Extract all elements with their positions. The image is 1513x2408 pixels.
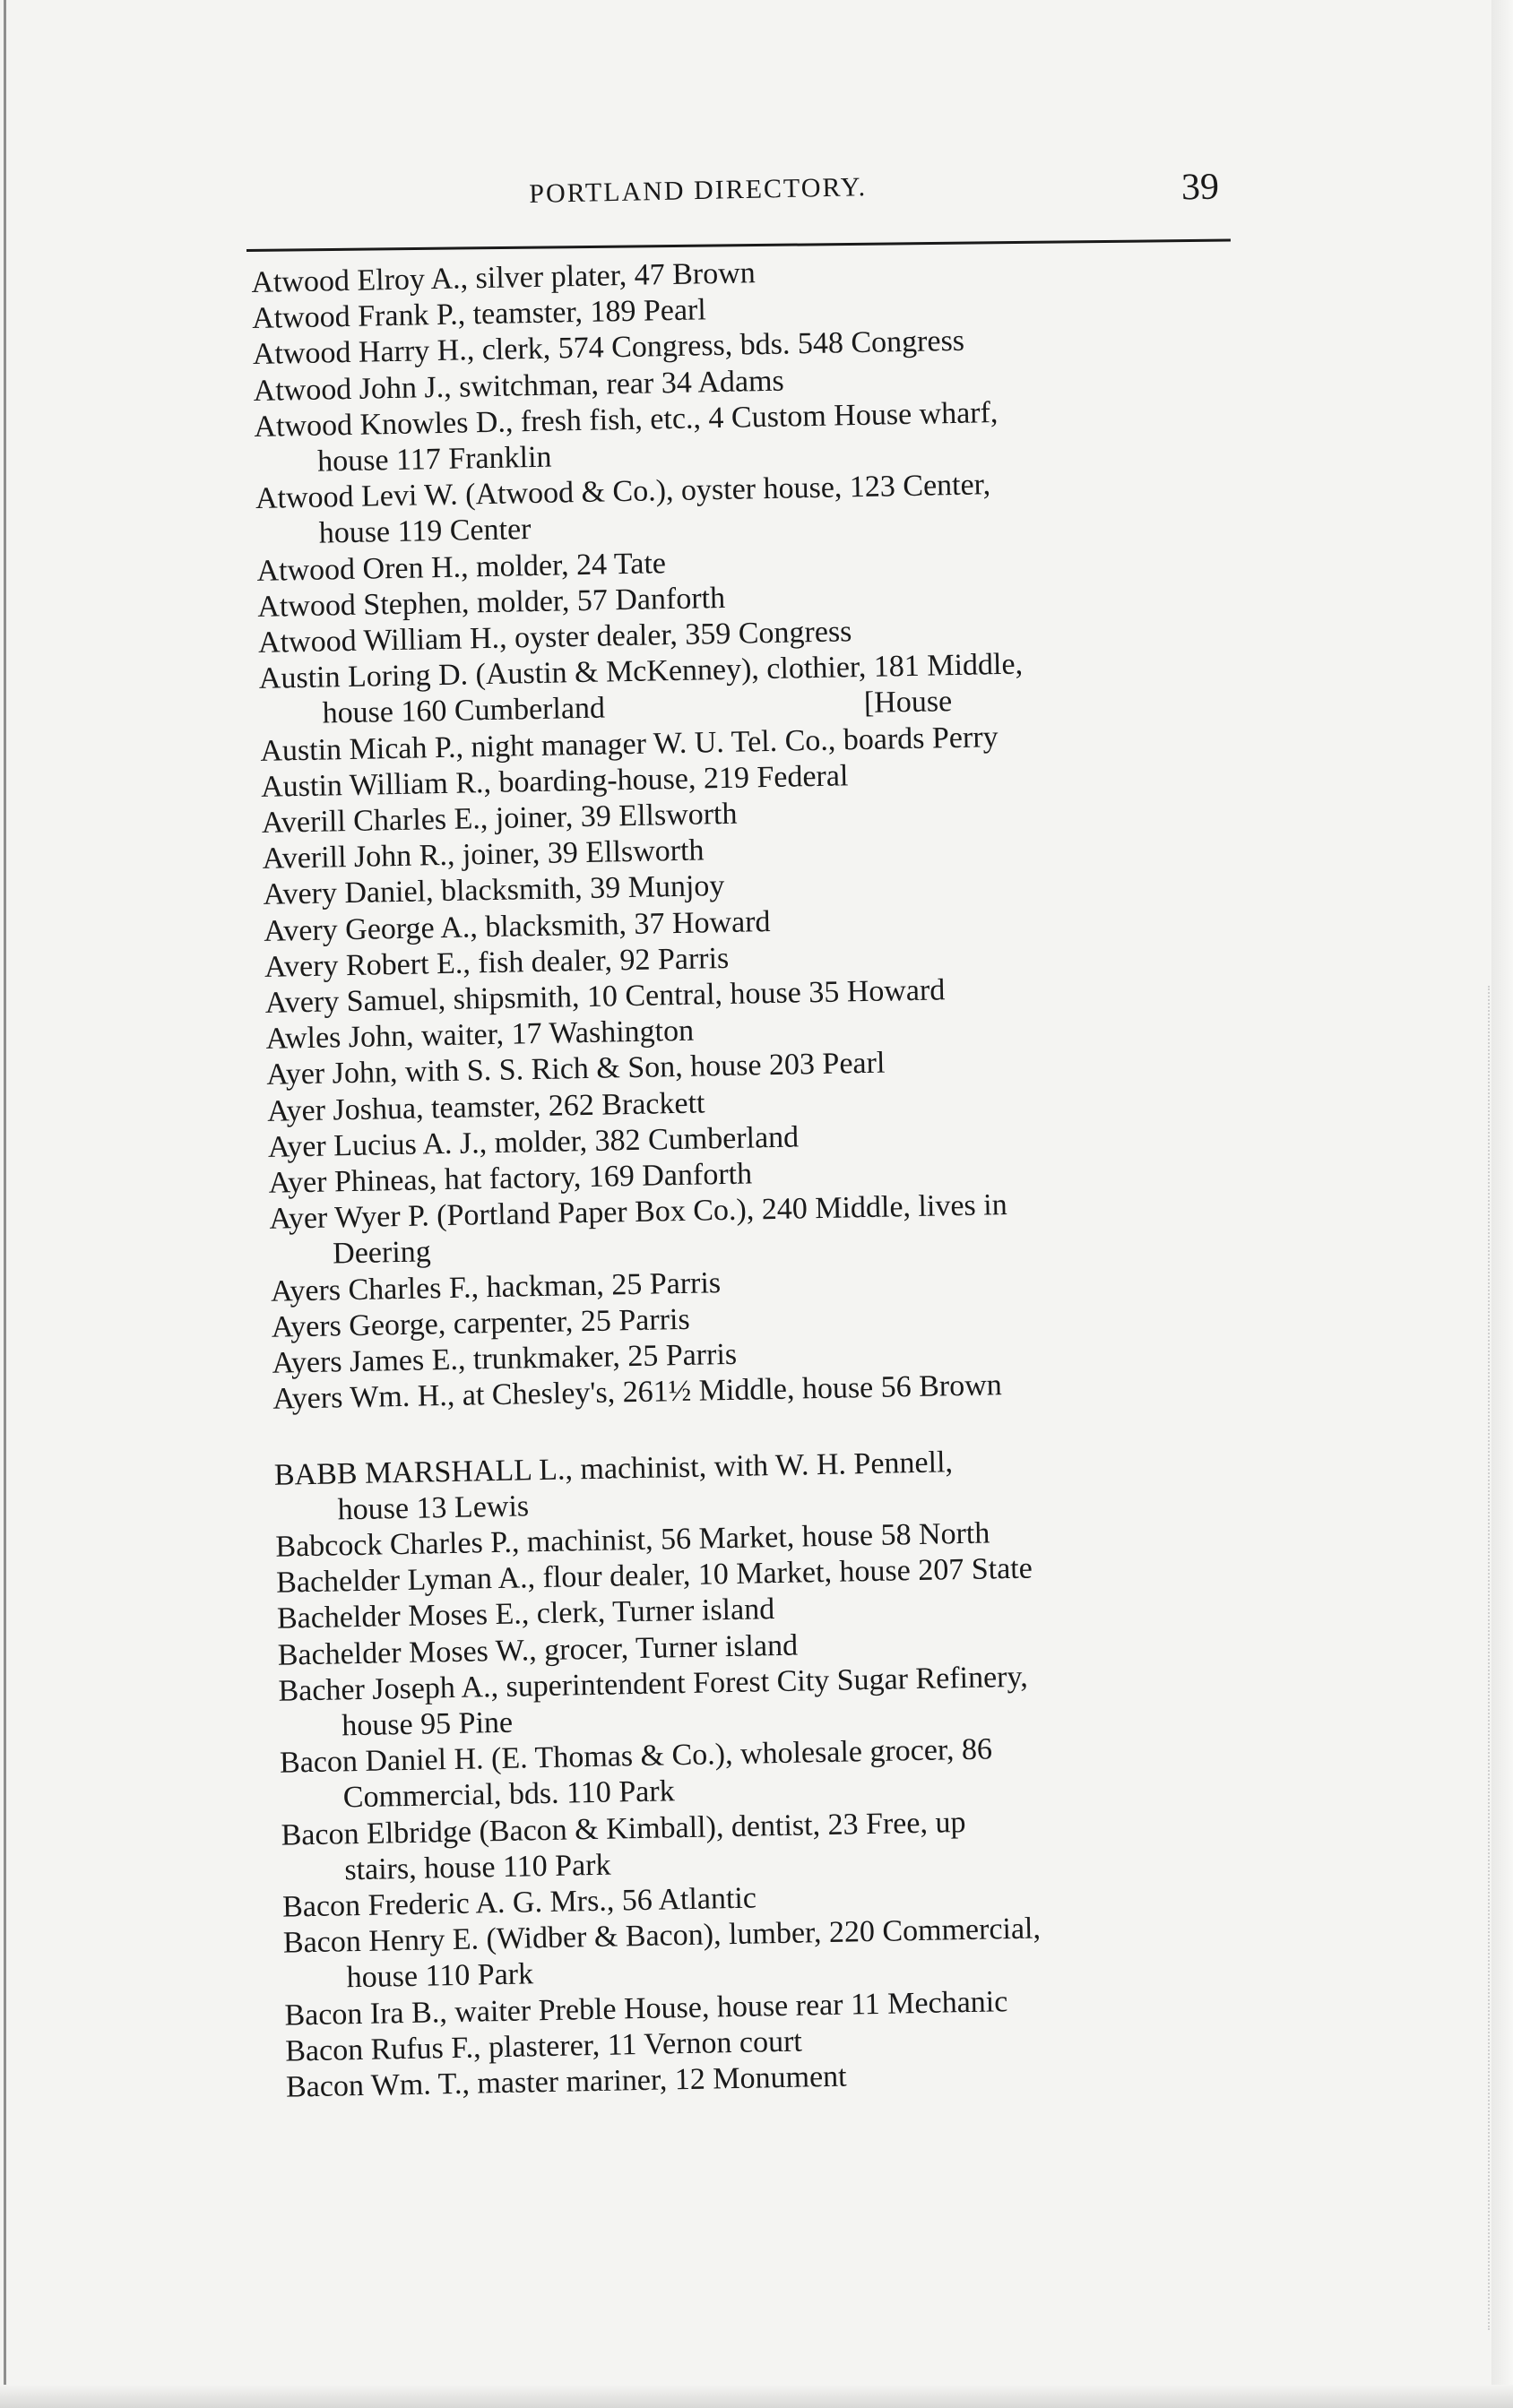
entry-text: Bachelder Moses W., grocer, Turner island <box>277 1628 799 1672</box>
entry-text: Ayers George, carpenter, 25 Parris <box>271 1302 690 1344</box>
entries-a-section <box>251 246 1303 1418</box>
entry-text: Atwood Elroy A., silver plater, 47 Brown <box>251 256 756 299</box>
entry-text: Avery Samuel, shipsmith, 10 Central, house 35 Howard <box>264 973 946 1020</box>
entry-text: Bacon Frederic A. G. Mrs., 56 Atlantic <box>281 1881 757 1924</box>
entry-text: Austin Loring D. (Austin & McKenney), clothier, 181 Middle, <box>258 647 1024 696</box>
entry-text: Ayers Charles F., hackman, 25 Parris <box>270 1265 722 1308</box>
entry-text: Ayer Joshua, teamster, 262 Brackett <box>266 1086 705 1128</box>
entry-text: Ayers James E., trunkmaker, 25 Parris <box>272 1337 738 1380</box>
entry-text: Bacher Joseph A., superintendent Forest City Sugar Refinery, <box>278 1660 1029 1708</box>
entry-text: Ayer Phineas, hat factory, 169 Danforth <box>268 1157 753 1200</box>
entry-text: Bachelder Lyman A., flour dealer, 10 Market, house 207 State <box>275 1551 1033 1600</box>
entry-text: Avery George A., blacksmith, 37 Howard <box>263 904 771 948</box>
entry-text: Bacon Ira B., waiter Preble House, house rear 11 Mechanic <box>284 1984 1008 2033</box>
entry-text: Austin William R., boarding-house, 219 Federal <box>260 759 849 804</box>
entry-continuation: stairs, house 110 Park <box>344 1848 611 1887</box>
entry-text: Ayers Wm. H., at Chesley's, 261½ Middle, house 56 Brown <box>272 1368 1003 1417</box>
entry-text: Atwood Harry H., clerk, 574 Congress, bds. 548 Congress <box>252 324 965 372</box>
entry-text: Ayer Wyer P. (Portland Paper Box Co.), 240 Middle, lives in <box>269 1188 1007 1237</box>
entry-text: Bachelder Moses E., clerk, Turner island <box>276 1592 775 1636</box>
entry-text: Avery Daniel, blacksmith, 39 Munjoy <box>263 869 725 912</box>
directory-entries <box>251 246 1317 2106</box>
entry-text: Atwood Stephen, molder, 57 Danforth <box>256 581 726 624</box>
entry-continuation: house 95 Pine <box>341 1705 514 1743</box>
entry-text: Babcock Charles P., machinist, 56 Market, house 58 North <box>275 1516 990 1564</box>
entry-text: Atwood John J., switchman, rear 34 Adams <box>253 364 785 408</box>
page-number: 39 <box>1180 166 1220 209</box>
entry-text: Austin Micah P., night manager W. U. Tel. Co., boards Perry <box>260 720 999 768</box>
entries-b-section <box>274 1437 1318 2106</box>
entry-text: Atwood Levi W. (Atwood & Co.), oyster house, 123 Center, <box>255 468 991 516</box>
entry-text: Bacon Daniel H. (E. Thomas & Co.), wholesale grocer, 86 <box>279 1732 993 1780</box>
entry-continuation: house 160 Cumberland [House <box>322 685 953 730</box>
entry-continuation: Deering <box>332 1235 432 1271</box>
entry-text: Ayer John, with S. S. Rich & Son, house 203 Pearl <box>265 1047 886 1092</box>
entry-text: Atwood Knowles D., fresh fish, etc., 4 Custom House wharf, <box>254 395 999 444</box>
running-title: PORTLAND DIRECTORY. <box>529 172 868 209</box>
entry-continuation: house 119 Center <box>318 513 532 551</box>
entry-text: BABB MARSHALL L., machinist, with W. H. Pennell, <box>273 1445 954 1492</box>
entry-text: Atwood Oren H., molder, 24 Tate <box>256 546 667 588</box>
entry-text: Atwood Frank P., teamster, 189 Pearl <box>251 293 707 336</box>
entry-continuation: Commercial, bds. 110 Park <box>342 1774 675 1815</box>
entry-text: Averill Charles E., joiner, 39 Ellsworth <box>261 797 738 840</box>
entry-text: Bacon Henry E. (Widber & Bacon), lumber, 220 Commercial, <box>282 1912 1042 1960</box>
entry-text: Averill John R., joiner, 39 Ellsworth <box>262 833 705 876</box>
entry-text: Bacon Rufus F., plasterer, 11 Vernon court <box>284 2024 803 2068</box>
entry-text: Ayer Lucius A. J., molder, 382 Cumberland <box>267 1120 800 1164</box>
entry-continuation: house 117 Franklin <box>316 440 552 479</box>
entry-continuation: house 110 Park <box>346 1957 534 1995</box>
entry-text: Avery Robert E., fish dealer, 92 Parris <box>264 941 730 984</box>
entry-text: Atwood William H., oyster dealer, 359 Congress <box>257 615 852 660</box>
entry-text: Bacon Elbridge (Bacon & Kimball), dentist, 23 Free, up <box>281 1805 966 1852</box>
entry-text: Bacon Wm. T., master mariner, 12 Monument <box>285 2059 847 2104</box>
entry-continuation: house 13 Lewis <box>337 1489 530 1527</box>
entry-text: Awles John, waiter, 17 Washington <box>265 1014 695 1057</box>
